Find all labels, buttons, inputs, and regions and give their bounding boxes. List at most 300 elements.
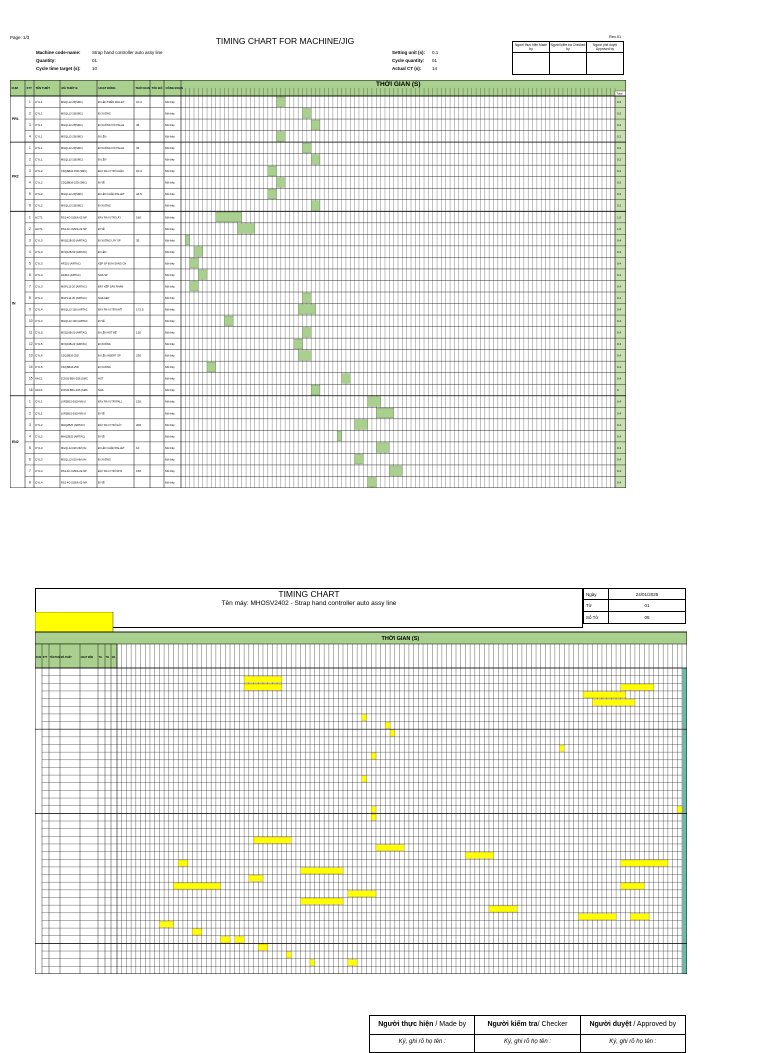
row-total: 0.4 [617, 445, 622, 450]
column-header: THỜI GIAN [135, 86, 151, 90]
row-action: ĐI LÊN [98, 250, 107, 254]
signature-sub: Ký, ghi rõ họ tên : [398, 1039, 446, 1045]
row-stage: Nổi thêp [165, 354, 175, 358]
timing-bar-yellow [583, 692, 625, 698]
column-header-2: MÃ THIẾT [60, 657, 72, 659]
row-stt: 4 [29, 434, 31, 439]
row-stt: 2 [29, 226, 31, 231]
legend-note [35, 612, 113, 632]
row-action: ĐI XUỐNG [98, 204, 111, 208]
signature-header [475, 1016, 579, 1035]
row-total: 0.2 [617, 157, 622, 162]
timing-bar-yellow [677, 807, 682, 813]
row-stage: Nổi thêp [165, 216, 175, 220]
row-stage: Nổi thêp [165, 193, 175, 197]
row-stage: Nổi thêp [165, 250, 175, 254]
row-device-name: CYL4 [35, 295, 43, 300]
signature-header-bold: Người thực hiện [378, 1021, 434, 1028]
row-device-name: CYL1 [35, 111, 43, 116]
row-stage: Nổi thêp [165, 435, 175, 439]
timing-bar [268, 166, 277, 176]
row-total: 0.4 [617, 480, 622, 485]
row-device-code: ZCK03-B5A-D16 (SMC [61, 389, 88, 393]
signature-header-rest: / Approved by [631, 1021, 677, 1028]
info-row [392, 57, 502, 65]
column-header: CỤM [11, 86, 18, 90]
timing-bar [311, 155, 320, 165]
row-device-name: ACT1 [35, 215, 43, 220]
info-label: Quantity: [36, 58, 56, 63]
row-action: ĐI VỀ [98, 227, 105, 231]
row-stt: 2 [29, 411, 31, 416]
row-total: 0.4 [617, 376, 622, 381]
timing-bar [237, 224, 254, 234]
timing-bar [194, 247, 203, 257]
info-row [392, 49, 502, 57]
row-time: 46 [136, 123, 140, 128]
meta-value: 05 [644, 615, 650, 620]
row-device-code: MGQL12-20(SMC) [61, 193, 83, 197]
row-stage: Nổi thêp [165, 400, 175, 404]
row-total: 0.4 [617, 399, 622, 404]
row-device-name: VAC1 [35, 376, 43, 381]
row-device-name: CYL6 [35, 365, 43, 370]
info-left [36, 49, 196, 73]
row-total: 0.4 [617, 434, 622, 439]
row-device-code: CDQSB16-15D (SMC) [61, 181, 87, 185]
row-stt: 12 [29, 342, 33, 347]
row-stt: 10 [29, 319, 33, 324]
row-stt: 6 [29, 203, 31, 208]
timing-bar-yellow [244, 676, 282, 682]
row-total: 0.2 [617, 192, 622, 197]
timing-bar-yellow [362, 776, 367, 782]
row-device-name: CYL2 [35, 203, 43, 208]
column-header: STT [26, 86, 32, 90]
approval-col [550, 42, 587, 74]
row-action: ĐI LÊN INSERT SP [98, 354, 121, 358]
row-stt: 1 [29, 399, 31, 404]
row-action: ĐI XUỐNG [98, 343, 111, 347]
row-stage: Nổi thêp [165, 124, 175, 128]
info-value: Strap hand controller auto assy line [92, 50, 163, 55]
row-stage: Nổi thêp [165, 204, 175, 208]
row-action: ĐẨY RA VỊ TRÍ KHÍT [98, 308, 123, 312]
timing-bar-yellow [560, 745, 565, 751]
timing-bar-yellow [221, 937, 230, 943]
row-device-code: RS1-4C-0150A-02-NP [61, 481, 87, 485]
timing-bar [311, 385, 320, 395]
timing-bar-yellow [287, 952, 292, 958]
row-device-code: ZCK03-B5A-D16 (SMC [61, 377, 88, 381]
row-total: 0.4 [617, 307, 622, 312]
column-header-2: STT [42, 657, 48, 659]
timing-bar-yellow [630, 914, 649, 920]
row-action: ĐI LÊN [98, 158, 107, 162]
info-label: Cycle time target (s): [36, 66, 81, 71]
row-action: ĐI XUỐNG LẤY SP [98, 239, 121, 243]
row-time: 120 [136, 330, 142, 335]
info-right [392, 49, 502, 73]
rev-label: Rev.01 [609, 34, 622, 39]
timing-bar [376, 408, 393, 418]
row-device-name: CYL6 [35, 353, 43, 358]
row-stage: Nổi thêp [165, 469, 175, 473]
row-action: ĐI VỀ [98, 320, 105, 324]
row-device-code: MGPL12-20 (AIRTAC) [61, 285, 87, 289]
row-total: 0.4 [617, 261, 622, 266]
timing-bar [376, 443, 389, 453]
row-device-name: CYL3 [35, 272, 43, 277]
row-action: ĐẨY RA VỊ TRÍ SP R [98, 469, 123, 473]
row-stt: 13 [29, 353, 33, 358]
timing-bar-yellow [621, 860, 668, 866]
timing-bar [389, 466, 402, 476]
timing-bar-yellow [489, 906, 517, 912]
row-stt: 3 [29, 238, 31, 243]
row-device-code: LVR2B15-0100-NM (I [61, 400, 86, 404]
row-device-name: CYL2 [35, 422, 43, 427]
row-device-code: MGQL12-020-NM (IAI [61, 458, 87, 462]
sheet2-title: TIMING CHART [278, 589, 340, 599]
row-device-code: LVR2B15-0100-NM (I [61, 412, 86, 416]
timing-bar-yellow [192, 929, 201, 935]
info-value: 0.1 [432, 50, 439, 55]
timing-bar [190, 281, 199, 291]
row-total: 1.0 [617, 215, 622, 220]
timing-bar-yellow [258, 944, 267, 950]
group-label: PR2 [12, 174, 19, 179]
timing-bar-yellow [371, 814, 376, 820]
timing-bar [198, 270, 207, 280]
timing-bar-yellow [465, 852, 493, 858]
row-total: 0.2 [617, 99, 622, 104]
timing-bar-yellow [371, 753, 376, 759]
row-total: 0.2 [617, 134, 622, 139]
row-total: 0.4 [617, 342, 622, 347]
row-total: 0 [617, 388, 619, 393]
row-time: 10.3 [136, 169, 142, 174]
row-device-name: CYL1 [35, 146, 43, 151]
table-border [10, 80, 626, 488]
timing-bar [185, 235, 189, 245]
col-header-band [35, 644, 117, 668]
row-time: 172.5 [136, 307, 144, 312]
timing-bar [303, 143, 312, 153]
row-device-name: CYL3 [35, 457, 43, 462]
row-device-code: MGQL12-20(SMC) [61, 100, 83, 104]
column-header-2: HOẠT ĐỘN [80, 657, 94, 659]
timing-bar [337, 431, 341, 441]
row-stage: Nổi thêp [165, 412, 175, 416]
signature-header-bold: Người duyệt [589, 1021, 632, 1028]
info-value: 01 [432, 58, 438, 63]
row-device-code: MXQ12B-50 (AIRTAC) [61, 250, 87, 254]
timing-bar-yellow [159, 921, 173, 927]
row-device-name: CYL4 [35, 307, 43, 312]
row-total: 0.4 [617, 457, 622, 462]
signature-sub: Ký, ghi rõ họ tên : [609, 1039, 657, 1045]
row-time: 35 [136, 238, 140, 243]
timing-bar-yellow [390, 730, 395, 736]
signature-header [581, 1016, 685, 1035]
row-stt: 7 [29, 284, 31, 289]
timing-bar-yellow [254, 837, 292, 843]
info-value: 01 [92, 58, 98, 63]
row-device-code: MXQ16B-20 (AIRTAC) [61, 331, 87, 335]
row-stt: 9 [29, 307, 31, 312]
signature-col [369, 1015, 475, 1053]
timing-bar [207, 362, 216, 372]
row-stt: 16 [29, 388, 33, 393]
row-action: NHẢ [98, 389, 104, 393]
row-total: 0.4 [617, 411, 622, 416]
signature-header-bold: Người kiểm tra [487, 1021, 538, 1028]
row-stt: 14 [29, 365, 33, 370]
row-total: 0.4 [617, 468, 622, 473]
row-action: KẸP SP ĐƯA SANG CH [98, 262, 127, 266]
column-header: MÃ THIẾT B [61, 86, 78, 90]
row-stage: Nổi thêp [165, 262, 175, 266]
sheet2-grid [35, 612, 687, 974]
timing-bar-yellow [244, 684, 282, 690]
row-time: 10 [136, 445, 140, 450]
signature-header-rest: / Checker [537, 1021, 568, 1028]
row-device-name: CYL3 [35, 445, 43, 450]
column-header-2: TG [98, 657, 103, 659]
row-action: ĐẨY RA VỊ TRÍ PALL [98, 400, 123, 404]
timing-bar-yellow [578, 914, 616, 920]
row-stage: Nổi thêp [165, 331, 175, 335]
row-stt: 8 [29, 295, 31, 300]
row-stage: Nổi thêp [165, 458, 175, 462]
column-header: CÔNG ĐOẠN [165, 86, 183, 90]
row-device-name: CYL1 [35, 134, 43, 139]
meta-value: 01 [644, 603, 650, 608]
row-action: ĐI LÊN CHẶN PALLET [98, 193, 125, 197]
column-header-2: TĐ [105, 657, 109, 659]
timing-bar-yellow [621, 883, 645, 889]
row-total: 0.4 [617, 272, 622, 277]
row-device-name: CYL2 [35, 192, 43, 197]
row-total: 0.2 [617, 180, 622, 185]
row-stage: Nổi thêp [165, 296, 175, 300]
row-total: 0.4 [617, 249, 622, 254]
row-action: ĐI XUỐNG [98, 112, 111, 116]
row-device-name: CYL5 [35, 330, 43, 335]
row-device-code: MXQ12B-50 (AIRTAC) [61, 239, 87, 243]
info-label: Actual CT (s): [392, 66, 422, 71]
timing-bar-yellow [235, 937, 244, 943]
row-time: 46 [136, 146, 140, 151]
timing-bar [224, 316, 233, 326]
table-header-band [35, 632, 687, 644]
row-action: ĐI LÊN [98, 135, 107, 139]
timing-bar [298, 305, 315, 315]
timing-bar-yellow [348, 891, 376, 897]
approval-header: Người thực hiện Made by [514, 43, 548, 51]
row-device-name: CYL2 [35, 169, 43, 174]
timing-bar [368, 477, 377, 487]
row-stage: Nổi thêp [165, 227, 175, 231]
info-row [36, 49, 196, 57]
row-device-name: CYL4 [35, 319, 43, 324]
column-header: TÊN THIẾT [35, 86, 50, 90]
approval-col [587, 42, 623, 74]
meta-label: Ngày [584, 589, 609, 599]
time-header-2: THỜI GIAN (S) [381, 636, 420, 642]
row-stt: 4 [29, 249, 31, 254]
info-label: Cycle quantity: [392, 58, 425, 63]
timing-bar-yellow [362, 715, 367, 721]
row-stt: 4 [29, 180, 31, 185]
row-device-name: CYL4 [35, 480, 43, 485]
row-device-name: CYL2 [35, 434, 43, 439]
row-stt: 1 [29, 215, 31, 220]
row-device-code: RS1-4C-0150A-02-NP [61, 469, 87, 473]
row-time: 44.5 [136, 192, 142, 197]
row-total: 0.4 [617, 365, 622, 370]
row-action: ĐI VỀ [98, 435, 105, 439]
timing-bar-yellow [174, 883, 221, 889]
approval-header: Người phê duyệt Approved by [587, 43, 623, 53]
row-device-name: VAC1 [35, 388, 43, 393]
row-total: 0.4 [617, 422, 622, 427]
row-stt: 7 [29, 468, 31, 473]
row-stt: 2 [29, 157, 31, 162]
row-action: NHẢ KẸP [98, 296, 110, 300]
timing-bar-yellow [376, 845, 404, 851]
info-row [36, 57, 196, 65]
row-action: ĐẨY RA VỊ TRÍ CHẶN [98, 170, 124, 174]
row-device-name: CYL1 [35, 411, 43, 416]
row-device-code: RS1-4C-0150A-02-NP [61, 227, 87, 231]
timing-bar [276, 97, 285, 107]
row-stt: 3 [29, 169, 31, 174]
row-time: 10.3 [136, 99, 142, 104]
row-stage: Nổi thêp [165, 285, 175, 289]
timing-bar [276, 132, 285, 142]
row-device-name: CYL3 [35, 261, 43, 266]
timing-bar [268, 189, 277, 199]
timing-bar [190, 258, 199, 268]
row-stage: Nổi thêp [165, 308, 175, 312]
row-stage: Nổi thêp [165, 423, 175, 427]
row-stt: 3 [29, 422, 31, 427]
row-device-name: CYL3 [35, 238, 43, 243]
row-device-code: RS1-4C-0150A-02-NP [61, 216, 87, 220]
row-device-name: CYL1 [35, 157, 43, 162]
row-device-code: MXQ16B-20 (AIRTAC) [61, 343, 87, 347]
column-header-2: TÊN THIẾ [49, 657, 61, 659]
row-device-code: CDQSB16-25D [61, 366, 79, 370]
row-stage: Nổi thêp [165, 377, 175, 381]
signature-sub: Ký, ghi rõ họ tên : [503, 1039, 551, 1045]
timing-bar [311, 120, 320, 130]
row-action: ĐẶT XẾP SẢN PHẨM [98, 285, 124, 289]
total-label: Total [616, 91, 623, 96]
row-stt: 6 [29, 272, 31, 277]
row-device-code: MGQL12-20(SMC) [61, 112, 83, 116]
info-value: 14 [432, 66, 438, 71]
timing-bar [342, 374, 351, 384]
row-action: ĐI VỀ [98, 412, 105, 416]
row-device-name: CYL4 [35, 468, 43, 473]
row-action: HÚT [98, 377, 104, 381]
row-stt: 15 [29, 376, 33, 381]
timing-bar-yellow [310, 960, 315, 966]
row-device-name: CYL3 [35, 284, 43, 289]
column-header: TỐC ĐỘ [151, 86, 163, 90]
row-stt: 2 [29, 111, 31, 116]
row-device-name: ACT1 [35, 226, 43, 231]
approval-header: Người kiểm tra Checked by [550, 43, 586, 51]
row-device-name: CYL1 [35, 123, 43, 128]
group-label: PR1 [12, 117, 19, 122]
row-time: 160 [136, 215, 142, 220]
timing-bar-yellow [249, 875, 263, 881]
row-device-code: MGQL12-100 (AIRTAC [61, 320, 88, 324]
row-stage: Nổi thêp [165, 239, 175, 243]
row-total: 0.2 [617, 169, 622, 174]
row-stage: Nổi thêp [165, 135, 175, 139]
page-label: Page: 1/3 [10, 35, 30, 40]
approval-col [513, 42, 550, 74]
meta-value: 24/01/2025 [635, 592, 659, 597]
row-device-code: HFZ10 (AIRTAC) [61, 262, 81, 266]
row-action: ĐI XUỐNG [98, 366, 111, 370]
row-stt: 5 [29, 192, 31, 197]
info-label: Machine code-name: [36, 50, 81, 55]
approval-box [512, 41, 624, 75]
row-device-code: MGQL12-20(SMC) [61, 124, 83, 128]
row-total: 0.2 [617, 146, 622, 151]
row-total: 0.4 [617, 319, 622, 324]
row-stage: Nổi thêp [165, 181, 175, 185]
row-device-code: CDQSB16-25D [61, 354, 79, 358]
timing-bar [368, 397, 381, 407]
row-device-code: CDQSB16-15D (SMC) [61, 170, 87, 174]
timing-bar [311, 201, 320, 211]
row-action: ĐI LÊN TRÊN PALLET [98, 100, 125, 104]
info-row [36, 65, 196, 73]
column-header: HOẠT ĐỘNG [98, 86, 116, 90]
signature-col [581, 1015, 686, 1053]
sheet1-title: TIMING CHART FOR MACHINE/JIG [215, 36, 355, 46]
row-action: ĐI VỀ [98, 481, 105, 485]
row-device-code: MGQL12-20(SMC) [61, 135, 83, 139]
meta-label: Số Tờ [584, 612, 609, 623]
row-action: ĐI VỀ [98, 181, 105, 185]
row-total: 0.4 [617, 353, 622, 358]
timing-bar [216, 212, 242, 222]
row-device-code: MGPL12-20 (AIRTAC) [61, 296, 87, 300]
row-total: 1.0 [617, 226, 622, 231]
row-stage: Nổi thêp [165, 147, 175, 151]
timing-bar [298, 351, 311, 361]
time-header: THỜI GIAN (S) [376, 81, 421, 88]
row-stt: 6 [29, 457, 31, 462]
row-stage: Nổi thêp [165, 273, 175, 277]
timing-bar [276, 178, 285, 188]
signature-header-rest: / Made by [433, 1021, 467, 1028]
row-stt: 4 [29, 134, 31, 139]
row-stage: Nổi thêp [165, 320, 175, 324]
total-column-2 [682, 668, 687, 974]
row-time: 150 [136, 468, 142, 473]
row-stt: 1 [29, 146, 31, 151]
row-device-code: MGQL12-20(SMC) [61, 158, 83, 162]
